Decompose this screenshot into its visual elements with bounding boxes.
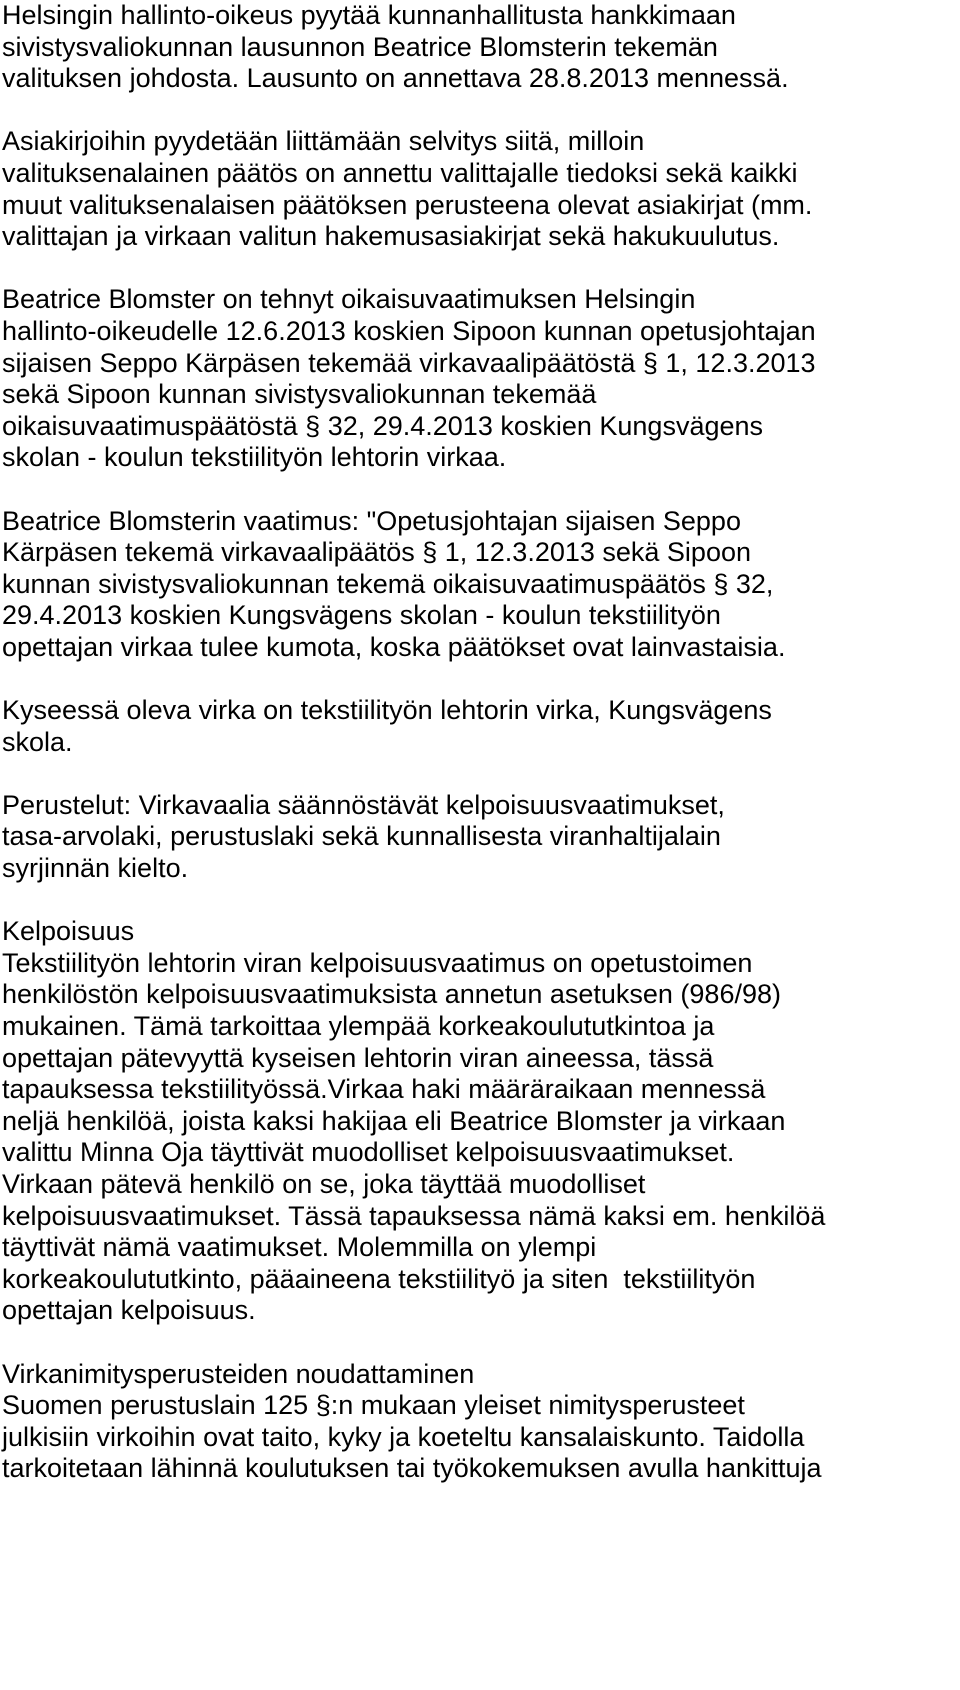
text-line: Helsingin hallinto-oikeus pyytää kunnanhallitusta hankkimaan — [2, 0, 736, 30]
paragraph-gap — [2, 663, 960, 695]
text-line: valituksen johdosta. Lausunto on annettava 28.8.2013 mennessä. — [2, 63, 789, 94]
paragraph-virkanimitysperusteet — [2, 1359, 960, 1485]
paragraph-gap — [2, 95, 960, 127]
paragraph-vaatimus — [2, 506, 960, 664]
text-line: Kärpäsen tekemä virkavaalipäätös § 1, 12.3.2013 sekä Sipoon — [2, 537, 751, 568]
text-line: Beatrice Blomsterin vaatimus: "Opetusjohtajan sijaisen Seppo — [2, 505, 741, 536]
text-line: valittu Minna Oja täyttivät muodolliset kelpoisuusvaatimukset. — [2, 1137, 735, 1168]
paragraph-gap — [2, 253, 960, 285]
text-line: Virkaan pätevä henkilö on se, joka täyttää muodolliset — [2, 1168, 646, 1199]
paragraph-gap — [2, 885, 960, 917]
text-line: 29.4.2013 koskien Kungsvägens skolan - koulun tekstiilityön — [2, 600, 721, 631]
text-line: Beatrice Blomster on tehnyt oikaisuvaatimuksen Helsingin — [2, 284, 696, 315]
text-line: opettajan pätevyyttä kyseisen lehtorin viran aineessa, tässä — [2, 1042, 714, 1073]
text-line: valittajan ja virkaan valitun hakemusasiakirjat sekä hakukuulutus. — [2, 221, 780, 252]
text-line: tasa-arvolaki, perustuslaki sekä kunnallisesta viranhaltijalain — [2, 821, 721, 852]
paragraph-perustelut — [2, 790, 960, 885]
section-heading: Virkanimitysperusteiden noudattaminen — [2, 1358, 475, 1389]
text-line: Kyseessä oleva virka on tekstiilityön lehtorin virka, Kungsvägens — [2, 695, 772, 726]
text-line: skolan - koulun tekstiilityön lehtorin virkaa. — [2, 442, 507, 473]
section-heading: Kelpoisuus — [2, 916, 135, 947]
text-line: Asiakirjoihin pyydetään liittämään selvitys siitä, milloin — [2, 126, 645, 157]
text-line: julkisiin virkoihin ovat taito, kyky ja koeteltu kansalaiskunto. Taidolla — [2, 1421, 805, 1452]
text-line: tapauksessa tekstiilityössä.Virkaa haki määräraikaan mennessä — [2, 1074, 766, 1105]
text-line: opettajan virkaa tulee kumota, koska päätökset ovat lainvastaisia. — [2, 631, 786, 662]
text-line: neljä henkilöä, joista kaksi hakijaa eli Beatrice Blomster ja virkaan — [2, 1105, 786, 1136]
text-line: sijaisen Seppo Kärpäsen tekemää virkavaalipäätöstä § 1, 12.3.2013 — [2, 347, 816, 378]
text-line: sekä Sipoon kunnan sivistysvaliokunnan tekemää — [2, 379, 597, 410]
paragraph-lausuntopyynto — [2, 0, 960, 95]
paragraph-asiakirjat — [2, 126, 960, 252]
text-line: Perustelut: Virkavaalia säännöstävät kelpoisuusvaatimukset, — [2, 789, 725, 820]
text-line: muut valituksenalaisen päätöksen perusteena olevat asiakirjat (mm. — [2, 189, 813, 220]
text-line: skola. — [2, 726, 73, 757]
paragraph-virka — [2, 695, 960, 758]
text-line: oikaisuvaatimuspäätöstä § 32, 29.4.2013 koskien Kungsvägens — [2, 410, 764, 441]
text-line: sivistysvaliokunnan lausunnon Beatrice Blomsterin tekemän — [2, 31, 718, 62]
paragraph-gap — [2, 1327, 960, 1359]
text-line: Tekstiilityön lehtorin viran kelpoisuusvaatimus on opetustoimen — [2, 947, 753, 978]
text-line: syrjinnän kielto. — [2, 853, 189, 884]
paragraph-kelpoisuus — [2, 916, 960, 1327]
text-line: Suomen perustuslain 125 §:n mukaan yleiset nimitysperusteet — [2, 1390, 745, 1421]
paragraph-oikaisuvaatimus — [2, 284, 960, 474]
text-line: hallinto-oikeudelle 12.6.2013 koskien Sipoon kunnan opetusjohtajan — [2, 315, 816, 346]
text-line: korkeakoulututkinto, pääaineena tekstiilityö ja siten tekstiilityön — [2, 1263, 756, 1294]
text-line: täyttivät nämä vaatimukset. Molemmilla on ylempi — [2, 1232, 597, 1263]
text-line: tarkoitetaan lähinnä koulutuksen tai työkokemuksen avulla hankittuja — [2, 1453, 822, 1484]
paragraph-gap — [2, 474, 960, 506]
text-line: valituksenalainen päätös on annettu valittajalle tiedoksi sekä kaikki — [2, 157, 798, 188]
text-line: kelpoisuusvaatimukset. Tässä tapauksessa nämä kaksi em. henkilöä — [2, 1200, 826, 1231]
text-line: henkilöstön kelpoisuusvaatimuksista annetun asetuksen (986/98) — [2, 979, 781, 1010]
text-line: opettajan kelpoisuus. — [2, 1295, 256, 1326]
text-line: mukainen. Tämä tarkoittaa ylempää korkeakoulututkintoa ja — [2, 1011, 715, 1041]
text-line: kunnan sivistysvaliokunnan tekemä oikaisuvaatimuspäätös § 32, — [2, 568, 774, 599]
paragraph-gap — [2, 758, 960, 790]
